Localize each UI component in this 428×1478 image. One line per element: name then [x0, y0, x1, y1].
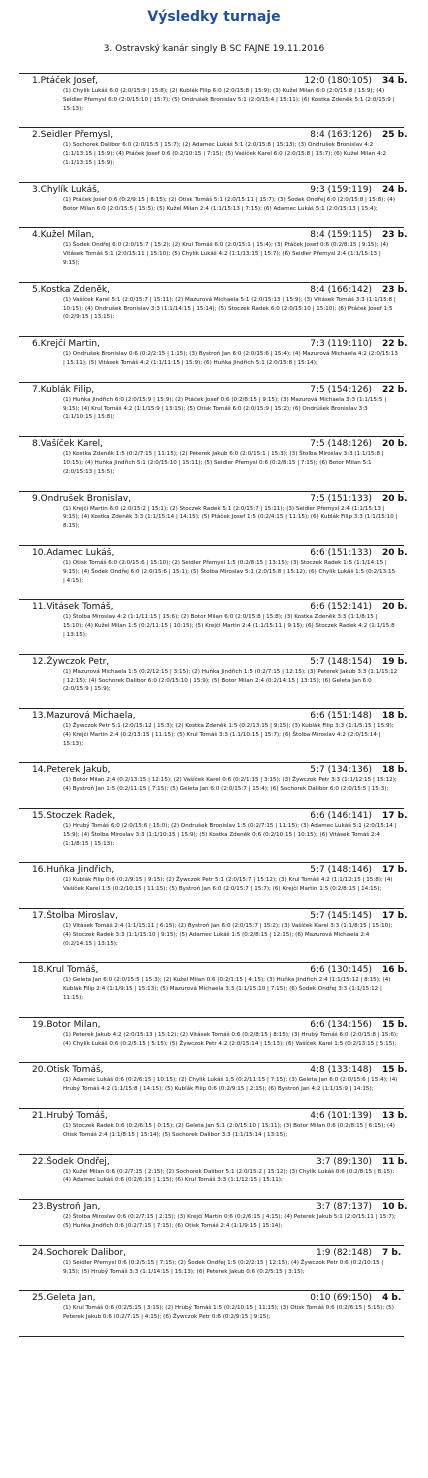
- player-rank-name: [19, 1201, 316, 1213]
- result-summary-row: [19, 763, 408, 776]
- result-summary-row: [19, 1291, 404, 1304]
- player-rank: 20.: [32, 1065, 47, 1076]
- player-score: 5:7 (134:136): [310, 765, 372, 776]
- player-name: Chylík Lukáš,: [40, 184, 100, 195]
- player-rank: 2.: [32, 130, 41, 141]
- result-entry: [19, 1063, 408, 1109]
- result-summary-row: [19, 863, 408, 876]
- player-score: 12:0 (180:105): [304, 76, 372, 86]
- player-match-details: (1) Ondrušek Bronislav 0:6 (0:2/2:15 | 1:15); (3) Bystroň Jan 6:0 (2:0/15:6 | 15:4); (4) Mazurová Michaela 4:2 (2:0/15:13 | 15:11); (5) Vitásek Tomáš 4:2 (1:1/11:15 | 15:9); (6) Huňka Jindřich 5:1 (2:0/15:8 | 15:14);: [63, 351, 398, 366]
- player-points: 20 b.: [382, 547, 408, 558]
- player-match-details: (1) Vitásek Tomáš 2:4 (1:1/15:11 | 6:15); (2) Bystroň Jan 6:0 (2:0/15:7 | 15:2); (3) Vašíček Karel 3:3 (1:1/8:15 | 15:10); (4) Stoczek Radek 3:3 (1:1/15:10 | 9:15); (5) Adamec Lukáš 1:5 (0:2/8:15 | 12:15); (6) Mazurová Michaela 2:4 (0:2/14:15 | 13:15);: [63, 923, 393, 947]
- result-summary-row: [19, 183, 408, 196]
- player-points: 22 b.: [382, 339, 408, 350]
- player-rank: 17.: [32, 911, 47, 922]
- player-points: 20 b.: [382, 493, 408, 504]
- result-summary-row: [19, 963, 408, 976]
- player-score: 4:6 (101:139): [310, 1111, 372, 1122]
- player-match-details: (1) Krul Tomáš 0:6 (0:2/5:15 | 3:15); (2) Hrubý Tomáš 1:5 (0:2/10:15 | 11:15); (3) Otisk Tomáš 0:6 (0:2/6:15 | 5:15); (5) Peterek Jakub 0:6 (0:2/7:15 | 4:15); (6) Žywczok Petr 0:6 (0:2/9:15 | 9:15);: [63, 1305, 394, 1321]
- result-summary-row: [19, 128, 408, 141]
- result-entry: [19, 600, 408, 654]
- player-match-details: (1) Štolba Miroslav 4:2 (1:1/11:15 | 15:6); (2) Botor Milan 6:0 (2:0/15:8 | 15:8); (3) Kostka Zdeněk 3:3 (1:1/8:15 | 15:10); (4) Kužel Milan 1:5 (0:2/11:15 | 10:15); (5) Krejčí Martin 2:4 (1:1/15:11 | 9:15); (6) Stoczek Radek 4:2 (1:1/15:8 | 13:15);: [63, 614, 395, 638]
- player-match-details: (1) Chylík Lukáš 6:0 (2:0/15:9 | 15:8); (2) Kublák Filip 6:0 (2:0/15:8 | 15:9); (3) Kužel Milan 6:0 (2:0/15:8 | 15:9); (4) Seidler Přemysl 6:0 (2:0/15:10 | 15:7); (5) Ondrušek Bronislav 5:1 (2:0/15:4 | 15:11); (6) Kostka Zdeněk 5:1 (2:0/15:9 | 15:13);: [63, 88, 395, 112]
- player-score: 1:9 (82:148): [315, 1247, 372, 1258]
- player-points: 25 b.: [382, 130, 408, 141]
- player-match-details: (1) Sochorek Dalibor 6:0 (2:0/15:5 | 15:7); (2) Adamec Lukáš 5:1 (2:0/15:8 | 15:13); (3) Ondrušek Bronislav 4:2 (1:1/13:15 | 15:9); (4) Ptáček Josef 0:6 (0:2/10:15 | 7:15); (5) Vašíček Karel 6:0 (2:0/15:8 | 15:7); (6) Kužel Milan 4:2 (1:1/13:15 | 15:9);: [63, 142, 387, 166]
- player-score: 5:7 (148:154): [310, 656, 372, 667]
- player-rank-name: [19, 1064, 310, 1076]
- player-name: Kublák Filip,: [40, 384, 95, 395]
- player-points: 17 b.: [382, 911, 408, 922]
- result-entry: [19, 909, 408, 963]
- player-score: 5:7 (145:145): [310, 911, 372, 922]
- result-entry: [19, 1109, 408, 1155]
- player-rank: 16.: [32, 865, 47, 876]
- player-points: 17 b.: [382, 865, 408, 876]
- player-match-details: (1) Hrubý Tomáš 6:0 (2:0/15:6 | 15:0); (2) Ondrušek Bronislav 1:5 (0:2/7:15 | 11:15); (3) Adamec Lukáš 5:1 (2:0/15:14 | 15:9); (4) Štolba Miroslav 3:3 (1:1/10:15 | 15:9); (5) Kostka Zdeněk 0:6 (0:2/10:15 | 10:15); (6) Vitásek Tomáš 2:4 (1:1/8:15 | 15:13);: [63, 823, 397, 847]
- player-match-details: (1) Stoczek Radek 0:6 (0:2/6:15 | 0:15); (2) Geleta Jan 5:1 (2:0/15:10 | 15:11); (3) Botor Milan 0:6 (0:2/8:15 | 6:15); (4) Otisk Tomáš 2:4 (1:1/8:15 | 15:14); (5) Sochorek Dalibor 3:3 (1:1/15:14 | 13:15);: [63, 1123, 395, 1138]
- result-summary-row: [19, 1109, 408, 1122]
- player-score: 5:7 (148:146): [310, 865, 372, 876]
- player-match-details: (1) Peterek Jakub 4:2 (2:0/15:13 | 15:12); (2) Vitásek Tomáš 0:6 (0:2/8:15 | 8:15); (3) Hrubý Tomáš 6:0 (2:0/15:8 | 15:6); (4) Chylík Lukáš 0:6 (0:2/5:15 | 5:15); (5) Žywczok Petr 4:2 (2:0/15:14 | 15:13); (6) Vašíček Karel 1:5 (0:2/13:15 | 5:15);: [63, 1031, 398, 1047]
- result-entry: [19, 437, 408, 491]
- result-entry: [19, 228, 408, 282]
- player-name: Adamec Lukáš,: [46, 547, 115, 558]
- result-summary-row: [19, 74, 408, 87]
- result-entry: [19, 1200, 408, 1246]
- player-rank: 15.: [32, 811, 47, 822]
- player-name: Štolba Miroslav,: [46, 911, 118, 922]
- player-points: 20 b.: [382, 439, 408, 450]
- result-summary-row: [19, 437, 408, 450]
- player-score: 8:4 (159:115): [310, 230, 372, 241]
- player-name: Krejčí Martin,: [40, 339, 100, 350]
- player-rank-name: [19, 75, 305, 87]
- player-score: 6:6 (151:133): [310, 547, 372, 558]
- player-score: 6:6 (134:156): [310, 1019, 372, 1030]
- player-match-details: (1) Ptáček Josef 0:6 (0:2/9:15 | 8:15); (2) Otisk Tomáš 5:1 (2:0/15:11 | 15:7); (3) Šodek Ondřej 6:0 (2:0/15:8 | 15:8); (4) Botor Milan 6:0 (2:0/15:5 | 15:5); (5) Kužel Milan 2:4 (1:1/15:13 | 7:15); (6) Adamec Lukáš 5:1 (2:0/15:13 | 15:4);: [63, 196, 396, 212]
- player-rank: 18.: [32, 965, 47, 976]
- player-score: 9:3 (159:119): [310, 184, 372, 195]
- player-points: 19 b.: [382, 656, 408, 667]
- player-name: Bystroň Jan,: [46, 1202, 101, 1213]
- result-summary-row: [19, 709, 408, 722]
- player-points: 23 b.: [382, 284, 408, 295]
- result-summary-row: [19, 492, 408, 505]
- player-rank: 4.: [32, 230, 41, 241]
- player-points: 34 b.: [382, 76, 408, 86]
- player-name: Mazurová Michaela,: [46, 711, 136, 722]
- player-rank: 21.: [32, 1111, 47, 1122]
- player-name: Vašíček Karel,: [40, 439, 103, 450]
- player-score: 3:7 (87:137): [315, 1202, 372, 1213]
- player-points: 22 b.: [382, 384, 408, 395]
- player-name: Vitásek Tomáš,: [46, 602, 114, 613]
- player-name: Botor Milan,: [46, 1019, 101, 1030]
- result-summary-row: [19, 1246, 404, 1259]
- player-name: Geleta Jan,: [46, 1293, 96, 1304]
- player-rank-name: [19, 864, 310, 876]
- player-rank-name: [19, 964, 310, 976]
- result-entry: [19, 283, 408, 337]
- player-name: Stoczek Radek,: [46, 811, 116, 822]
- player-rank: 13.: [32, 711, 47, 722]
- player-match-details: (1) Kužel Milan 0:6 (0:2/7:15 | 2:15); (2) Sochorek Dalibor 5:1 (2:0/15:2 | 15:12); (3) Chylík Lukáš 0:6 (0:2/8:15 | 8:15); (4) Adamec Lukáš 0:6 (0:2/6:15 | 1:15); (6) Krul Tomáš 3:3 (1:1/12:15 | 15:11);: [63, 1168, 395, 1184]
- result-entry: [19, 655, 408, 709]
- player-match-details: (1) Botor Milan 2:4 (0:2/13:15 | 12:15); (2) Vašíček Karel 0:6 (0:2/1:15 | 3:15); (3) Žywczok Petr 3:3 (1:1/12:15 | 15:12); (4) Bystroň Jan 1:5 (0:2/11:15 | 7:15); (5) Geleta Jan 6:0 (2:0/15:7 | 15:4); (6) Sochorek Dalibor 6:0 (2:0/15:5 | 15:3);: [63, 777, 397, 793]
- player-rank: 25.: [32, 1293, 47, 1304]
- player-name: Kužel Milan,: [40, 230, 95, 241]
- player-name: Peterek Jakub,: [46, 765, 111, 776]
- player-rank-name: [19, 338, 310, 350]
- result-summary-row: [19, 1155, 408, 1168]
- player-match-details: (1) Seidler Přemysl 0:6 (0:2/5:15 | 7:15); (2) Šodek Ondřej 1:5 (0:2/2:15 | 12:15); (4) Žywczok Petr 0:6 (0:2/10:15 | 9:15); (5) Hrubý Tomáš 3:3 (1:1/14:15 | 15:13); (6) Peterek Jakub 0:6 (0:2/5:15 | 3:15);: [63, 1259, 384, 1275]
- player-score: 6:6 (152:141): [310, 602, 372, 613]
- player-match-details: (1) Adamec Lukáš 0:6 (0:2/6:15 | 10:15); (2) Chylík Lukáš 1:5 (0:2/11:15 | 7:15); (3) Geleta Jan 6:0 (2:0/15:6 | 15:4); (4) Hrubý Tomáš 4:2 (1:1/15:8 | 14:15); (5) Kublák Filip 0:6 (0:2/9:15 | 2:15); (6) Bystroň Jan 4:2 (1:1/15:9 | 14:15);: [63, 1077, 398, 1093]
- player-name: Huňka Jindřich,: [46, 865, 115, 876]
- results-list: [19, 73, 408, 1337]
- player-name: Otisk Tomáš,: [46, 1065, 104, 1076]
- player-match-details: (2) Štolba Miroslav 0:6 (0:2/7:15 | 2:15); (3) Krejčí Martin 0:6 (0:2/6:15 | 4:15); (4) Peterek Jakub 5:1 (2:0/15:11 | 15:7); (5) Huňka Jindřich 0:6 (0:2/7:15 | 7:15); (6) Otisk Tomáš 2:4 (1:1/9:15 | 15:14);: [63, 1214, 396, 1230]
- result-entry: [19, 74, 408, 128]
- result-entry: [19, 1246, 404, 1292]
- player-points: 11 b.: [382, 1156, 408, 1167]
- player-match-details: (1) Krejčí Martin 6:0 (2:0/15:2 | 15:1); (2) Stoczek Radek 5:1 (2:0/15:7 | 15:11); (3) Seidler Přemysl 2:4 (1:1/15:13 | 9:15); (4) Kostka Zdeněk 3:3 (1:1/15:14 | 14:15); (5) Ptáček Josef 1:5 (0:2/4:15 | 11:15); (6) Kublák Filip 3:3 (1:1/15:10 | 8:15);: [63, 505, 398, 530]
- player-rank: 1.: [32, 76, 41, 86]
- result-summary-row: [19, 546, 408, 559]
- player-points: 4 b.: [382, 1293, 402, 1304]
- player-points: 13 b.: [382, 1111, 408, 1122]
- player-match-details: (1) Kublák Filip 0:6 (0:2/9:15 | 9:15); (2) Žywczok Petr 5:1 (2:0/15:7 | 15:12); (3) Krul Tomáš 4:2 (1:1/12:15 | 15:8); (4) Vašíček Karel 1:5 (0:2/10:15 | 11:15); (5) Bystroň Jan 6:0 (2:0/15:7 | 15:7); (6) Krejčí Martin 1:5 (0:2/8:15 | 14:15);: [63, 877, 393, 893]
- result-entry: [19, 709, 408, 763]
- player-match-details: (1) Geleta Jan 6:0 (2:0/15:5 | 15:3); (2) Kužel Milan 0:6 (0:2/1:15 | 4:15); (3) Huňka Jindřich 2:4 (1:1/15:12 | 8:15); (4) Kublák Filip 2:4 (1:1/9:15 | 15:13); (5) Mazurová Michaela 3:3 (1:1/15:10 | 7:15); (6) Šodek Ondřej 3:3 (1:1/15:12 | 11:15);: [63, 977, 391, 1002]
- player-points: 24 b.: [382, 184, 408, 195]
- player-rank-name: [19, 1292, 310, 1304]
- player-rank-name: [19, 129, 310, 141]
- player-rank-name: [19, 1156, 316, 1168]
- player-rank-name: [19, 229, 310, 241]
- player-rank: 5.: [32, 284, 41, 295]
- player-score: 8:4 (166:142): [310, 284, 372, 295]
- player-rank-name: [19, 1019, 310, 1031]
- result-entry: [19, 863, 408, 909]
- player-rank: 8.: [32, 439, 41, 450]
- player-score: 7:5 (151:133): [310, 493, 372, 504]
- player-rank-name: [19, 284, 310, 296]
- player-rank-name: [19, 710, 310, 722]
- player-rank: 19.: [32, 1019, 47, 1030]
- player-score: 6:6 (151:148): [310, 711, 372, 722]
- player-score: 7:5 (154:126): [310, 384, 372, 395]
- result-entry: [19, 383, 408, 437]
- player-points: 18 b.: [382, 711, 408, 722]
- result-summary-row: [19, 655, 408, 668]
- result-summary-row: [19, 228, 408, 241]
- player-rank: 3.: [32, 184, 41, 195]
- result-entry: [19, 1155, 408, 1201]
- player-points: 23 b.: [382, 230, 408, 241]
- player-rank-name: [19, 438, 310, 450]
- player-score: 7:3 (119:110): [310, 339, 372, 350]
- result-entry: [19, 963, 408, 1017]
- player-rank-name: [19, 601, 310, 613]
- player-name: Sochorek Dalibor,: [46, 1247, 127, 1258]
- result-summary-row: [19, 383, 408, 396]
- result-entry: [19, 546, 408, 600]
- player-score: 3:7 (89:130): [315, 1156, 372, 1167]
- player-points: 16 b.: [382, 965, 408, 976]
- player-points: 15 b.: [382, 1019, 408, 1030]
- player-name: Krul Tomáš,: [46, 965, 99, 976]
- player-match-details: (1) Kostka Zdeněk 1:5 (0:2/7:15 | 11:15); (2) Peterek Jakub 6:0 (2:0/15:1 | 15:3); (3) Štolba Miroslav 3:3 (1:1/15:8 | 10:15); (4) Huňka Jindřich 5:1 (2:0/15:10 | 15:11); (5) Seidler Přemysl 0:6 (0:2/8:15 | 7:15); (6) Botor Milan 5:1 (2:0/15:13 | 15:5);: [63, 451, 384, 475]
- result-summary-row: [19, 337, 408, 350]
- result-summary-row: [19, 283, 408, 296]
- page-title: Výsledky turnaje: [147, 9, 281, 25]
- result-entry: [19, 337, 408, 383]
- player-rank-name: [19, 1110, 310, 1122]
- player-name: Šodek Ondřej,: [46, 1156, 110, 1167]
- player-points: 10 b.: [382, 1202, 408, 1213]
- player-rank: 23.: [32, 1202, 47, 1213]
- result-summary-row: [19, 600, 408, 613]
- player-match-details: (1) Žywczok Petr 5:1 (2:0/15:12 | 15:3); (2) Kostka Zdeněk 1:5 (0:2/13:15 | 9:15); (3) Kublák Filip 3:3 (1:1/5:15 | 15:9); (4) Krejčí Martin 2:4 (0:2/13:15 | 11:15); (5) Krul Tomáš 3:3 (1:1/10:15 | 15:7); (6) Štolba Miroslav 4:2 (2:0/15:14 | 15:13);: [63, 723, 394, 747]
- result-summary-row: [19, 809, 408, 822]
- result-entry: [19, 183, 408, 229]
- player-rank: 9.: [32, 493, 41, 504]
- player-score: 6:6 (146:141): [310, 811, 372, 822]
- player-rank: 14.: [32, 765, 47, 776]
- player-name: Ondrušek Bronislav,: [40, 493, 132, 504]
- tournament-subtitle: 3. Ostravský kanár singly B SC FAJNE 19.11.2016: [103, 44, 325, 54]
- player-rank-name: [19, 764, 310, 776]
- player-score: 7:5 (148:126): [310, 439, 372, 450]
- result-entry: [19, 1291, 404, 1337]
- result-entry: [19, 809, 408, 863]
- player-score: 0:10 (69:150): [310, 1293, 372, 1304]
- player-points: 17 b.: [382, 811, 408, 822]
- player-match-details: (1) Huňka Jindřich 6:0 (2:0/15:9 | 15:9); (2) Ptáček Josef 0:6 (0:2/8:15 | 9:15); (3) Mazurová Michaela 3:3 (1:1/15:5 | 9:15); (4) Krul Tomáš 4:2 (1:1/15:9 | 13:15); (5) Otisk Tomáš 6:0 (2:0/15:9 | 15:2); (6) Ondrušek Bronislav 3:3 (1:1/10:15 | 15:8);: [63, 396, 387, 421]
- player-match-details: (1) Otisk Tomáš 6:0 (2:0/15:6 | 15:10); (2) Seidler Přemysl 1:5 (0:2/8:15 | 13:15); (3) Stoczek Radek 1:5 (1:1/14:15 | 9:15); (4) Šodek Ondřej 6:0 (2:0/15:6 | 15:1); (5) Štolba Miroslav 5:1 (2:0/15:8 | 15:12); (6) Chylík Lukáš 1:5 (0:2/13:15 | 4:15);: [63, 559, 396, 584]
- player-name: Ptáček Josef,: [40, 76, 99, 86]
- player-points: 18 b.: [382, 765, 408, 776]
- player-rank: 7.: [32, 384, 41, 395]
- result-entry: [19, 492, 408, 546]
- player-score: 4:8 (133:148): [310, 1065, 372, 1076]
- result-summary-row: [19, 909, 408, 922]
- player-rank: 10.: [32, 547, 47, 558]
- player-match-details: (1) Šodek Ondřej 6:0 (2:0/15:7 | 15:2); (2) Krul Tomáš 6:0 (2:0/15:1 | 15:4); (3) Ptáček Josef 0:6 (0:2/8:15 | 9:15); (4) Vitásek Tomáš 5:1 (2:0/15:11 | 15:10); (5) Chylík Lukáš 4:2 (1:1/13:15 | 15:7); (6) Seidler Přemysl 2:4 (1:1/15:13 | 9:15);: [63, 242, 389, 266]
- player-points: 20 b.: [382, 602, 408, 613]
- player-name: Seidler Přemysl,: [40, 130, 114, 141]
- player-rank-name: [19, 656, 310, 668]
- result-entry: [19, 763, 408, 809]
- result-summary-row: [19, 1063, 408, 1076]
- player-rank-name: [19, 910, 310, 922]
- result-summary-row: [19, 1018, 408, 1031]
- player-name: Žywczok Petr,: [46, 656, 110, 667]
- player-name: Kostka Zdeněk,: [40, 284, 110, 295]
- player-rank-name: [19, 493, 310, 505]
- player-score: 8:4 (163:126): [310, 130, 372, 141]
- player-rank-name: [19, 1247, 316, 1259]
- player-match-details: (1) Vašíček Karel 5:1 (2:0/15:7 | 15:11); (2) Mazurová Michaela 5:1 (2:0/15:13 | 15:9); (3) Vitásek Tomáš 3:3 (1:1/15:8 | 10:15); (4) Ondrušek Bronislav 3:3 (1:1/14:15 | 15:14); (5) Stoczek Radek 6:0 (2:0/15:10 | 15:10); (6) Ptáček Josef 1:5 (0:2/9:15 | 13:15);: [63, 296, 396, 321]
- player-rank: 11.: [32, 602, 47, 613]
- player-rank-name: [19, 384, 310, 396]
- player-rank: 6.: [32, 339, 41, 350]
- player-points: 15 b.: [382, 1065, 408, 1076]
- result-entry: [19, 1018, 408, 1064]
- player-rank-name: [19, 184, 310, 196]
- result-summary-row: [19, 1200, 408, 1213]
- player-rank-name: [19, 810, 310, 822]
- player-name: Hrubý Tomáš,: [46, 1111, 108, 1122]
- player-points: 7 b.: [382, 1247, 402, 1258]
- player-match-details: (1) Mazurová Michaela 1:5 (0:2/12:15 | 3:15); (2) Huňka Jindřich 1:5 (0:2/7:15 | 12:15); (3) Peterek Jakub 3:3 (1:1/15:12 | 12:15); (4) Sochorek Dalibor 6:0 (2:0/15:10 | 15:9); (5) Botor Milan 2:4 (0:2/14:15 | 13:15); (6) Geleta Jan 6:0 (2:0/15:9 | 15:9);: [63, 668, 398, 693]
- player-rank: 12.: [32, 656, 47, 667]
- player-score: 6:6 (130:145): [310, 965, 372, 976]
- result-entry: [19, 128, 408, 182]
- player-rank-name: [19, 547, 310, 559]
- player-rank: 22.: [32, 1156, 47, 1167]
- player-rank: 24.: [32, 1247, 47, 1258]
